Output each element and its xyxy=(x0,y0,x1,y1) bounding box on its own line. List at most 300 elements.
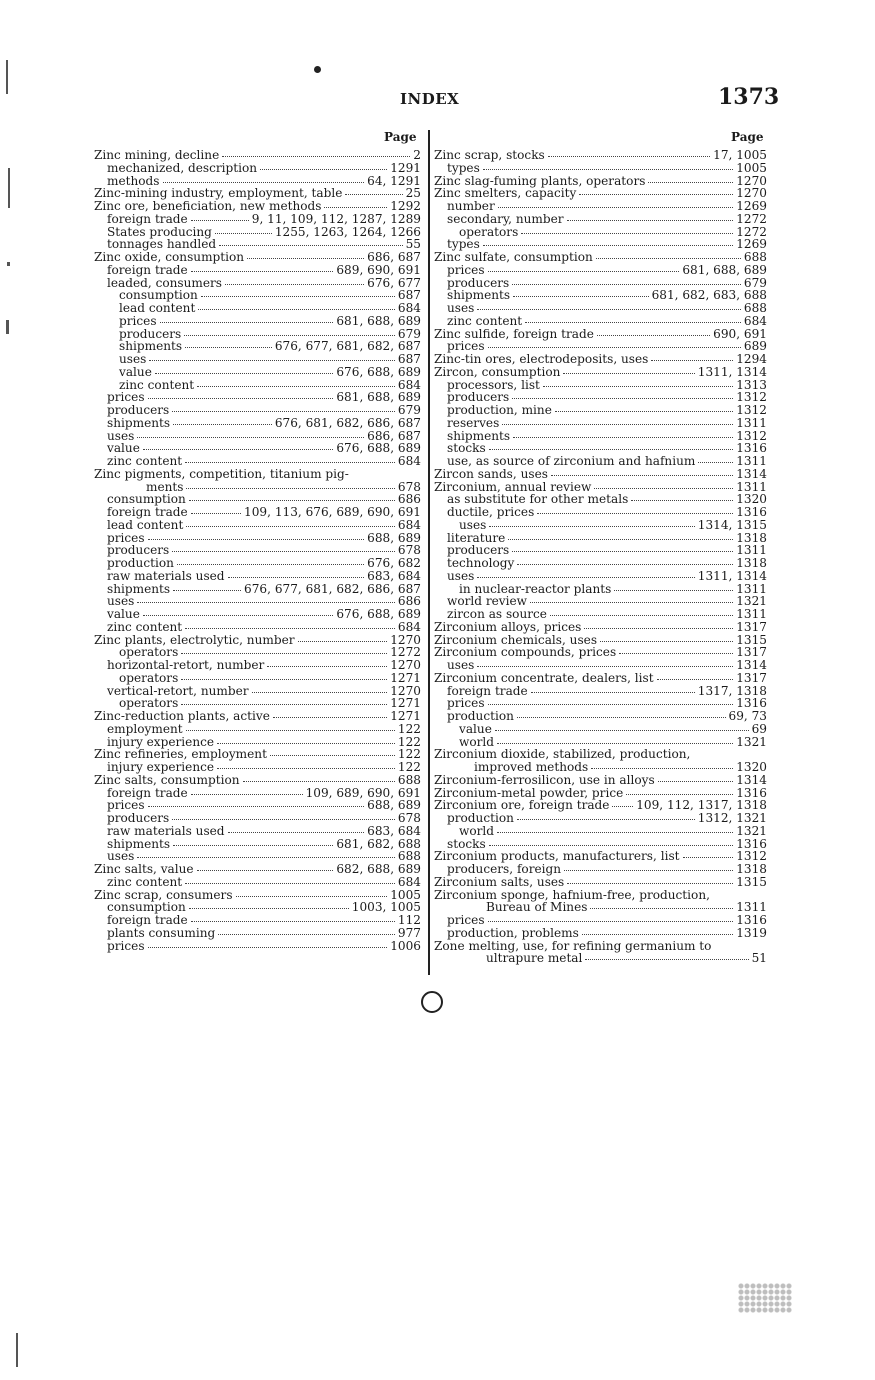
index-term: foreign trade xyxy=(107,505,188,519)
right-index-column xyxy=(434,149,767,965)
index-term: production xyxy=(107,556,174,570)
page-reference: 122 xyxy=(397,734,421,749)
dot-leader xyxy=(148,806,365,807)
dot-leader xyxy=(512,284,741,285)
index-term: zinc content xyxy=(107,619,183,634)
index-term: Zinc-mining industry, employment, table xyxy=(94,186,343,201)
margin-mark xyxy=(6,320,9,334)
index-entry xyxy=(94,621,421,634)
dot-leader xyxy=(198,309,395,310)
left-column-heading: Page xyxy=(384,130,417,144)
page-reference: 676, 688, 689 xyxy=(336,607,421,621)
dot-leader xyxy=(267,666,387,667)
index-entry xyxy=(434,952,767,965)
dot-leader xyxy=(488,271,680,272)
index-term: prices xyxy=(447,262,485,277)
page-reference: 1005 xyxy=(390,887,421,902)
page-reference: 678 xyxy=(397,479,421,494)
index-entry xyxy=(434,876,767,889)
index-entry xyxy=(94,506,421,519)
index-term: consumption xyxy=(119,288,198,303)
index-term: ments xyxy=(146,479,184,494)
page-reference: 69 xyxy=(751,721,767,736)
page-reference: 679 xyxy=(397,403,421,417)
index-term: Zinc-tin ores, electrodeposits, uses xyxy=(434,352,649,366)
page-reference: 1317 xyxy=(736,645,767,660)
index-term: raw materials used xyxy=(107,823,225,838)
dot-leader xyxy=(477,577,694,578)
index-term: producers xyxy=(107,403,170,417)
dot-leader xyxy=(270,755,395,756)
index-entry xyxy=(434,723,767,736)
dot-leader xyxy=(197,386,395,387)
page-reference: 122 xyxy=(397,760,421,774)
index-term: zinc content xyxy=(107,454,183,468)
page-reference: 1270 xyxy=(736,186,767,201)
index-term: shipments xyxy=(447,288,511,303)
index-term: Bureau of Mines xyxy=(486,900,588,915)
page-reference: 684 xyxy=(743,313,767,328)
dot-leader xyxy=(517,564,733,565)
dot-leader xyxy=(513,437,733,438)
page-reference: 1314, 1315 xyxy=(697,517,767,532)
dot-leader xyxy=(191,220,249,221)
page-reference: 686, 687 xyxy=(367,428,421,443)
page-reference: 1320 xyxy=(736,492,767,507)
index-entry xyxy=(434,162,767,175)
dot-leader xyxy=(483,245,733,246)
page-reference: 122 xyxy=(397,721,421,736)
index-term: in nuclear-reactor plants xyxy=(459,581,612,596)
page-reference: 684 xyxy=(397,517,421,532)
index-term: uses xyxy=(107,594,135,609)
dot-leader xyxy=(181,679,387,680)
page-reference: 1314 xyxy=(736,466,767,481)
dot-leader xyxy=(225,284,364,285)
page-reference: 1311 xyxy=(736,581,767,596)
page-reference: 676, 688, 689 xyxy=(336,441,421,456)
dot-leader xyxy=(137,857,395,858)
index-term: Zirconium dioxide, stabilized, production, xyxy=(434,747,691,762)
index-term: Zinc sulfate, consumption xyxy=(434,250,593,264)
page-reference: 688, 689 xyxy=(367,530,421,545)
page-reference: 109, 113, 676, 689, 690, 691 xyxy=(244,505,421,519)
page-reference: 676, 688, 689 xyxy=(336,364,421,379)
index-term: technology xyxy=(447,556,515,570)
page-reference: 676, 677, 681, 682, 687 xyxy=(274,339,421,354)
dot-leader xyxy=(597,335,710,336)
page-reference: 686, 687 xyxy=(367,250,421,264)
page-title: INDEX xyxy=(400,90,460,108)
page-reference: 681, 682, 688 xyxy=(336,836,421,851)
index-term: Zinc salts, consumption xyxy=(94,772,240,787)
index-term: Zinc slag-fuming plants, operators xyxy=(434,173,646,188)
index-term: value xyxy=(459,721,492,736)
index-term: uses xyxy=(107,849,135,864)
page-reference: 1315 xyxy=(736,632,767,647)
index-term: stocks xyxy=(447,836,486,851)
index-term: ductile, prices xyxy=(447,505,535,519)
index-entry xyxy=(434,353,767,366)
right-column-heading: Page xyxy=(731,130,764,144)
dot-leader xyxy=(567,883,733,884)
index-term: uses xyxy=(447,568,475,583)
index-entry xyxy=(434,251,767,264)
page-reference: 688 xyxy=(743,250,767,264)
page-reference: 686 xyxy=(397,594,421,609)
index-term: foreign trade xyxy=(107,913,188,927)
dot-leader xyxy=(596,258,741,259)
index-term: Zinc plants, electrolytic, number xyxy=(94,632,295,647)
dot-leader xyxy=(594,488,733,489)
dot-leader xyxy=(488,921,734,922)
index-term: literature xyxy=(447,530,506,545)
dot-leader xyxy=(619,653,733,654)
page-reference: 1321 xyxy=(736,594,767,609)
page-reference: 683, 684 xyxy=(367,568,421,583)
dot-leader xyxy=(517,717,726,718)
page-reference: 683, 684 xyxy=(367,823,421,838)
index-term: Zirconium products, manufacturers, list xyxy=(434,849,680,864)
dot-leader xyxy=(537,513,733,514)
index-entry xyxy=(94,149,421,162)
page-reference: 684 xyxy=(397,301,421,315)
dot-leader xyxy=(488,347,741,348)
page-reference: 679 xyxy=(743,275,767,290)
index-entry xyxy=(94,264,421,277)
page-reference: 1006 xyxy=(390,938,421,953)
page-reference: 678 xyxy=(397,543,421,558)
index-term: Zirconium, annual review xyxy=(434,479,592,494)
dot-leader xyxy=(172,819,395,820)
dot-leader xyxy=(186,488,394,489)
page-reference: 1320 xyxy=(736,760,767,774)
page-reference: 1316 xyxy=(736,785,767,800)
dot-leader xyxy=(228,577,365,578)
dot-leader xyxy=(163,182,365,183)
dot-leader xyxy=(591,768,733,769)
index-term: value xyxy=(107,441,140,456)
page-reference: 1271 xyxy=(390,709,421,723)
dot-leader xyxy=(543,386,733,387)
scan-noise xyxy=(738,1283,792,1313)
page-reference: 2 xyxy=(413,148,421,162)
index-term: prices xyxy=(107,390,145,405)
page-reference: 1316 xyxy=(736,913,767,927)
index-term: secondary, number xyxy=(447,211,564,226)
index-term: Zirconium chemicals, uses xyxy=(434,632,598,647)
page-reference: 1321 xyxy=(736,823,767,838)
index-term: types xyxy=(447,237,480,252)
index-term: consumption xyxy=(107,492,186,507)
dot-leader xyxy=(345,194,402,195)
index-term: prices xyxy=(447,913,485,927)
index-entry xyxy=(434,914,767,927)
index-entry xyxy=(94,863,421,876)
dot-leader xyxy=(555,411,733,412)
dot-leader xyxy=(222,156,410,157)
dot-leader xyxy=(218,934,395,935)
dot-leader xyxy=(247,258,364,259)
page-reference: 1270 xyxy=(390,683,421,698)
index-term: foreign trade xyxy=(447,683,528,698)
margin-mark xyxy=(8,168,10,208)
dot-leader xyxy=(548,156,710,157)
index-entry xyxy=(434,506,767,519)
dot-leader xyxy=(498,207,733,208)
index-term: producers xyxy=(119,326,182,341)
index-term: horizontal-retort, number xyxy=(107,658,265,672)
index-entry xyxy=(94,583,421,596)
dot-leader xyxy=(590,908,733,909)
dot-leader xyxy=(550,615,733,616)
dot-leader xyxy=(181,704,387,705)
dot-leader xyxy=(191,271,334,272)
index-term: Zinc refineries, employment xyxy=(94,747,267,762)
page-reference: 682, 688, 689 xyxy=(336,862,421,876)
dot-leader xyxy=(579,194,733,195)
page-reference: 681, 688, 689 xyxy=(336,390,421,405)
page-reference: 681, 688, 689 xyxy=(682,262,767,277)
page-reference: 1318 xyxy=(736,530,767,545)
page-reference: 1270 xyxy=(736,173,767,188)
index-term: tonnages handled xyxy=(107,237,217,252)
page-reference: 64, 1291 xyxy=(367,173,421,188)
dot-leader xyxy=(191,921,395,922)
dot-leader xyxy=(495,730,749,731)
index-term: vertical-retort, number xyxy=(107,683,249,698)
page-reference: 1312 xyxy=(736,428,767,443)
index-entry xyxy=(94,315,421,328)
index-entry xyxy=(94,302,421,315)
dot-leader xyxy=(551,475,733,476)
index-term: shipments xyxy=(107,581,171,596)
index-entry xyxy=(434,404,767,417)
dot-leader xyxy=(197,870,334,871)
dot-leader xyxy=(525,322,741,323)
dot-leader xyxy=(513,296,649,297)
index-entry xyxy=(94,455,421,468)
index-entry xyxy=(434,659,767,672)
dot-leader xyxy=(215,233,272,234)
dot-leader xyxy=(186,526,395,527)
index-entry xyxy=(434,455,767,468)
index-entry xyxy=(434,672,767,685)
index-term: Zirconium compounds, prices xyxy=(434,645,617,660)
index-term: producers xyxy=(447,390,510,405)
dot-leader xyxy=(585,959,748,960)
page-reference: 122 xyxy=(397,747,421,762)
index-term: foreign trade xyxy=(107,785,188,800)
index-entry xyxy=(94,200,421,213)
index-entry xyxy=(94,366,421,379)
dot-leader xyxy=(563,373,694,374)
page-reference: 1312 xyxy=(736,849,767,864)
index-entry xyxy=(434,608,767,621)
dot-leader xyxy=(186,730,395,731)
index-term: Zircon, consumption xyxy=(434,364,561,379)
index-entry xyxy=(434,863,767,876)
index-entry xyxy=(434,366,767,379)
page-reference: 689 xyxy=(743,339,767,354)
dot-leader xyxy=(324,207,387,208)
dot-leader xyxy=(185,628,395,629)
page-reference: 688 xyxy=(743,301,767,315)
index-term: prices xyxy=(107,798,145,813)
index-entry xyxy=(434,417,767,430)
dot-leader xyxy=(530,602,733,603)
index-entry xyxy=(434,557,767,570)
dot-leader xyxy=(497,743,733,744)
dot-leader xyxy=(273,717,387,718)
index-term: Zirconium-ferrosilicon, use in alloys xyxy=(434,772,655,787)
page-reference: 1311 xyxy=(736,454,767,468)
index-term: Zirconium salts, uses xyxy=(434,874,565,889)
page-reference: 1272 xyxy=(736,224,767,239)
dot-leader xyxy=(512,398,733,399)
index-term: producers xyxy=(107,811,170,825)
index-entry xyxy=(94,940,421,953)
index-term: processors, list xyxy=(447,377,540,392)
index-entry xyxy=(434,302,767,315)
dot-leader xyxy=(651,360,733,361)
index-term: Zirconium sponge, hafnium-free, production, xyxy=(434,887,710,902)
page-reference: 1311, 1314 xyxy=(697,364,767,379)
dot-leader xyxy=(185,462,395,463)
index-term: Zinc ore, beneficiation, new methods xyxy=(94,199,322,213)
page-reference: 1317 xyxy=(736,619,767,634)
left-index-column xyxy=(94,149,421,952)
index-term: production, mine xyxy=(447,403,552,417)
column-divider xyxy=(428,130,430,975)
index-term: producers xyxy=(447,543,510,558)
index-term: producers, foreign xyxy=(447,862,562,876)
dot-leader xyxy=(148,398,334,399)
dot-leader xyxy=(567,220,734,221)
dot-leader xyxy=(489,845,734,846)
dot-leader xyxy=(612,806,633,807)
page-reference: 687 xyxy=(397,352,421,366)
dot-leader xyxy=(488,704,734,705)
page-reference: 679 xyxy=(397,326,421,341)
dot-leader xyxy=(531,692,695,693)
margin-mark xyxy=(6,60,8,94)
dot-leader xyxy=(243,781,395,782)
footer-circle-mark xyxy=(421,991,443,1013)
page-reference: 1311, 1314 xyxy=(697,568,767,583)
dot-leader xyxy=(626,794,733,795)
page-reference: 1311 xyxy=(736,543,767,558)
index-entry xyxy=(94,761,421,774)
index-entry xyxy=(94,213,421,226)
page-reference: 17, 1005 xyxy=(713,148,767,162)
dot-leader xyxy=(173,590,241,591)
page-reference: 1311 xyxy=(736,900,767,915)
page-reference: 681, 688, 689 xyxy=(336,313,421,328)
dot-leader xyxy=(137,437,364,438)
index-term: Zinc scrap, consumers xyxy=(94,887,233,902)
dot-leader xyxy=(143,615,334,616)
page-reference: 684 xyxy=(397,874,421,889)
index-entry xyxy=(94,417,421,430)
index-term: Zinc-reduction plants, active xyxy=(94,709,270,723)
dot-leader xyxy=(219,245,402,246)
page-reference: 1269 xyxy=(736,199,767,213)
index-term: foreign trade xyxy=(107,211,188,226)
page-reference: 1271 xyxy=(390,670,421,685)
page-reference: 69, 73 xyxy=(728,709,767,723)
page-reference: 1311 xyxy=(736,415,767,430)
dot-leader xyxy=(137,602,395,603)
page-reference: 686 xyxy=(397,492,421,507)
index-term: uses xyxy=(447,301,475,315)
page-reference: 1314 xyxy=(736,658,767,672)
page-reference: 1272 xyxy=(390,645,421,660)
index-entry xyxy=(434,315,767,328)
dot-leader xyxy=(148,539,365,540)
index-term: prices xyxy=(447,339,485,354)
page-reference: 1003, 1005 xyxy=(351,900,421,915)
index-term: Zinc salts, value xyxy=(94,862,194,876)
dot-leader xyxy=(189,500,395,501)
dot-leader xyxy=(631,500,733,501)
dot-leader xyxy=(201,296,395,297)
dot-leader xyxy=(698,462,733,463)
page-reference: 1314 xyxy=(736,772,767,787)
page-reference: 690, 691 xyxy=(713,326,767,341)
index-term: as substitute for other metals xyxy=(447,492,629,507)
page-reference: 689, 690, 691 xyxy=(336,262,421,277)
index-entry xyxy=(434,149,767,162)
index-entry xyxy=(94,876,421,889)
dot-leader xyxy=(172,411,395,412)
index-entry xyxy=(94,672,421,685)
index-term: prices xyxy=(447,696,485,711)
index-term: world xyxy=(459,823,495,838)
index-entry xyxy=(94,825,421,838)
index-term: Zirconium ore, foreign trade xyxy=(434,798,610,813)
page-reference: 1315 xyxy=(736,874,767,889)
index-entry xyxy=(434,889,767,902)
page-reference: 676, 677, 681, 682, 686, 687 xyxy=(244,581,421,596)
index-entry xyxy=(94,468,421,481)
index-entry xyxy=(94,251,421,264)
index-entry xyxy=(434,927,767,940)
index-entry xyxy=(94,353,421,366)
index-term: production xyxy=(447,811,514,825)
dot-leader xyxy=(191,794,303,795)
index-term: producers xyxy=(447,275,510,290)
page-reference: 1317, 1318 xyxy=(697,683,767,698)
dot-leader xyxy=(483,169,733,170)
dot-leader xyxy=(489,526,694,527)
dot-leader xyxy=(477,309,741,310)
dot-leader xyxy=(149,360,395,361)
page-reference: 1318 xyxy=(736,862,767,876)
dot-leader xyxy=(512,551,733,552)
page-reference: 1292 xyxy=(390,199,421,213)
page-reference: 55 xyxy=(405,237,421,252)
dot-leader xyxy=(508,539,733,540)
page-reference: 678 xyxy=(397,811,421,825)
page-reference: 109, 689, 690, 691 xyxy=(305,785,421,800)
index-entry xyxy=(434,825,767,838)
index-term: shipments xyxy=(119,339,183,354)
dot-leader xyxy=(173,424,272,425)
page-reference: 1316 xyxy=(736,836,767,851)
printer-mark xyxy=(314,66,321,73)
dot-leader xyxy=(582,934,733,935)
